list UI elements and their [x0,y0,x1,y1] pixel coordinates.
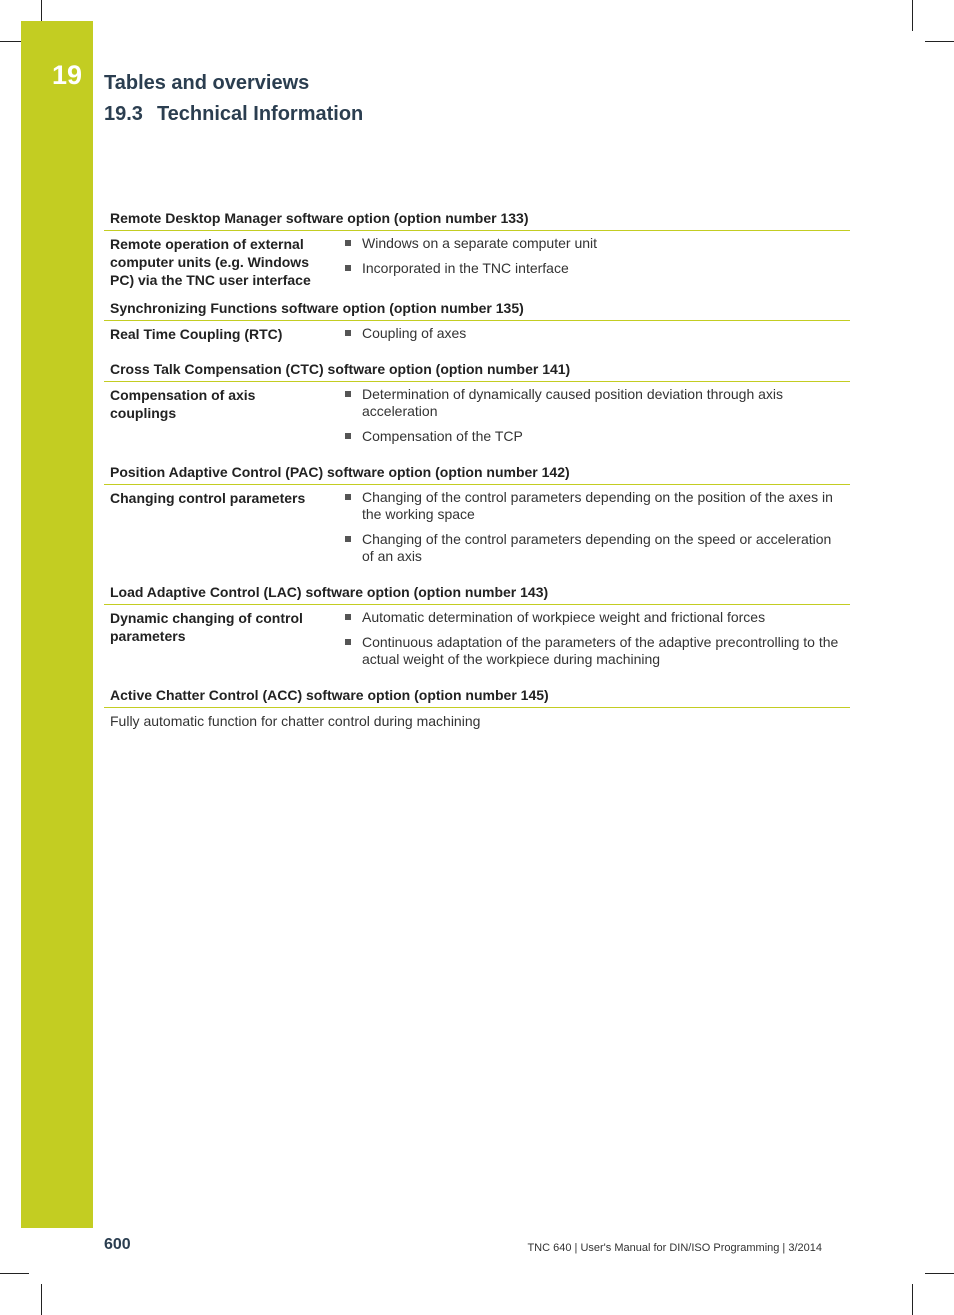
block-heading: Load Adaptive Control (LAC) software option (option number 143) [104,582,850,605]
block-heading: Cross Talk Compensation (CTC) software option (option number 141) [104,359,850,382]
option-block-142 [104,462,850,573]
manual-info: TNC 640 | User's Manual for DIN/ISO Programming | 3/2014 [527,1242,822,1254]
list-item: Compensation of the TCP [325,428,844,445]
crop-mark [925,1273,954,1274]
bullet-list [325,235,844,289]
bullet-list [325,325,844,350]
list-item: Changing of the control parameters depending on the position of the axes in the working space [325,489,844,523]
bullet-list [325,386,844,453]
feature-name: Real Time Coupling (RTC) [110,326,283,342]
bullet-square-icon [345,330,351,336]
chapter-title: Tables and overviews [104,72,310,94]
block-heading: Remote Desktop Manager software option (option number 133) [104,208,850,231]
section-title [104,103,363,126]
page-number: 600 [104,1236,131,1253]
bullet-list [325,489,844,573]
bullet-square-icon [345,536,351,542]
section-title-text: Technical Information [156,103,364,125]
block-text: Fully automatic function for chatter control during machining [110,713,481,729]
crop-mark [925,41,954,42]
chapter-sidebar [21,21,93,1228]
option-block-133 [104,208,850,289]
list-item: Coupling of axes [325,325,844,342]
block-row [104,605,850,676]
crop-mark [0,41,21,42]
crop-mark [912,0,913,31]
list-item: Changing of the control parameters depending on the speed or acceleration of an axis [325,531,844,565]
option-block-145 [104,685,850,730]
bullet-square-icon [345,639,351,645]
list-item: Windows on a separate computer unit [325,235,844,252]
bullet-square-icon [345,265,351,271]
crop-mark [912,1284,913,1315]
block-row [104,382,850,453]
bullet-square-icon [345,433,351,439]
block-heading: Position Adaptive Control (PAC) software option (option number 142) [104,462,850,485]
bullet-list [325,609,844,676]
feature-name: Compensation of axis couplings [110,387,256,421]
block-heading: Active Chatter Control (ACC) software option (option number 145) [104,685,850,708]
feature-name: Changing control parameters [110,490,306,506]
block-row [104,231,850,289]
bullet-square-icon [345,614,351,620]
list-item: Determination of dynamically caused position deviation through axis acceleration [325,386,844,420]
option-block-135 [104,298,850,350]
block-heading: Synchronizing Functions software option (option number 135) [104,298,850,321]
option-block-141 [104,359,850,453]
crop-mark [41,1284,42,1315]
section-number: 19.3 [104,103,143,125]
bullet-square-icon [345,391,351,397]
crop-mark [41,0,42,21]
list-item: Continuous adaptation of the parameters of the adaptive precontrolling to the actual weight of the workpiece during machining [325,634,844,668]
block-row [104,485,850,573]
chapter-number: 19 [52,60,83,90]
block-row [104,321,850,350]
list-item: Incorporated in the TNC interface [325,260,844,277]
feature-name: Dynamic changing of control parameters [110,610,303,644]
feature-name: Remote operation of external computer units (e.g. Windows PC) via the TNC user interface [110,236,311,288]
bullet-square-icon [345,494,351,500]
technical-info-table [104,208,850,730]
crop-mark [0,1273,29,1274]
option-block-143 [104,582,850,676]
list-item: Automatic determination of workpiece weight and frictional forces [325,609,844,626]
bullet-square-icon [345,240,351,246]
